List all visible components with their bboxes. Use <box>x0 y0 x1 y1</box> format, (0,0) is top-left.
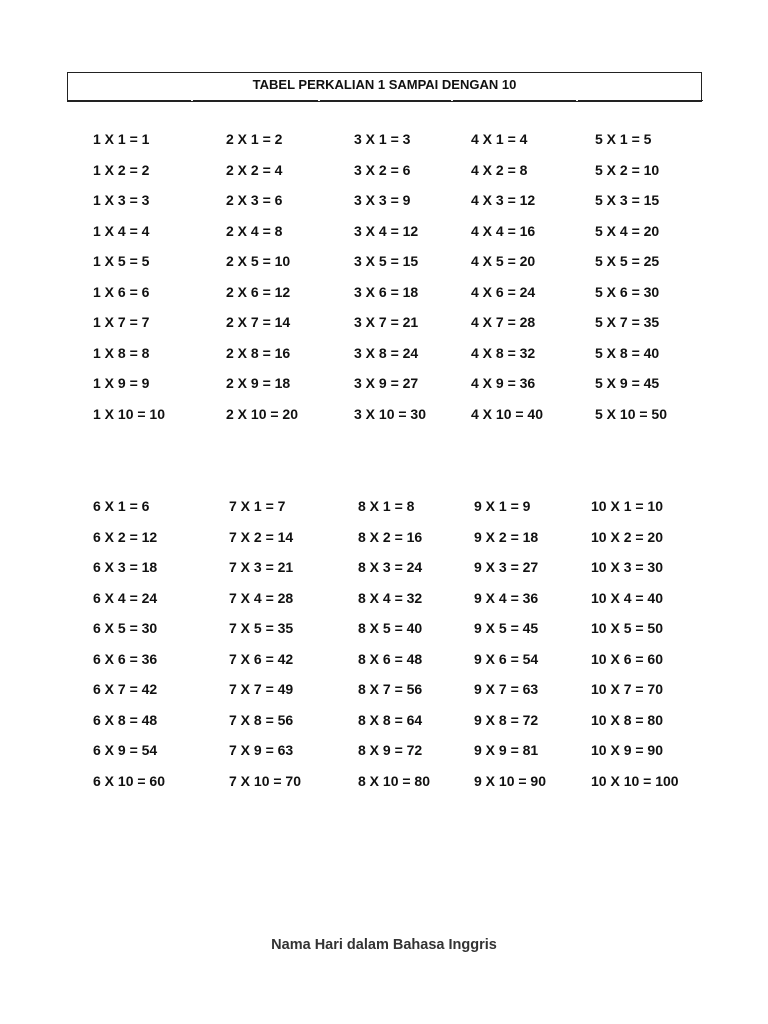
equation-cell: 2 X 2 = 4 <box>226 161 283 178</box>
equation-cell: 5 X 6 = 30 <box>595 283 660 300</box>
equation-cell: 9 X 4 = 36 <box>474 589 539 606</box>
equation-cell: 6 X 3 = 18 <box>93 559 158 575</box>
equation-cell: 5 X 3 = 15 <box>595 192 660 208</box>
equation-cell: 9 X 9 = 81 <box>474 742 539 758</box>
equation-cell: 7 X 8 = 56 <box>229 711 294 728</box>
equation-cell: 1 X 3 = 3 <box>93 192 150 208</box>
equation-cell: 4 X 10 = 40 <box>471 405 544 422</box>
equation-cell: 7 X 4 = 28 <box>229 589 294 606</box>
footer-heading: Nama Hari dalam Bahasa Inggris <box>271 937 497 953</box>
equation-cell: 6 X 5 = 30 <box>93 620 158 636</box>
equation-cell: 8 X 3 = 24 <box>358 559 423 575</box>
equation-cell: 4 X 2 = 8 <box>471 161 528 178</box>
equation-cell: 6 X 4 = 24 <box>93 589 158 606</box>
equation-cell: 5 X 10 = 50 <box>595 405 668 422</box>
equation-cell: 5 X 8 = 40 <box>595 344 660 361</box>
equation-cell: 3 X 2 = 6 <box>354 161 411 178</box>
equation-cell: 5 X 2 = 10 <box>595 161 660 178</box>
equation-cell: 4 X 8 = 32 <box>471 344 536 361</box>
equation-cell: 4 X 9 = 36 <box>471 375 536 391</box>
equation-cell: 3 X 4 = 12 <box>354 222 419 239</box>
equation-cell: 7 X 10 = 70 <box>229 772 302 789</box>
equation-cell: 9 X 7 = 63 <box>474 681 539 697</box>
equation-cell: 2 X 5 = 10 <box>226 253 291 269</box>
equation-cell: 6 X 7 = 42 <box>93 681 158 697</box>
equation-cell: 8 X 5 = 40 <box>358 620 423 636</box>
equation-cell: 4 X 3 = 12 <box>471 192 536 208</box>
equation-cell: 3 X 8 = 24 <box>354 344 419 361</box>
equation-cell: 1 X 4 = 4 <box>93 222 150 239</box>
equation-cell: 7 X 9 = 63 <box>229 742 294 758</box>
equation-cell: 3 X 9 = 27 <box>354 375 419 391</box>
equation-cell: 10 X 8 = 80 <box>591 711 664 728</box>
equation-cell: 4 X 4 = 16 <box>471 222 536 239</box>
equation-cell: 9 X 6 = 54 <box>474 650 539 667</box>
equation-cell: 10 X 9 = 90 <box>591 742 664 758</box>
equation-cell: 6 X 6 = 36 <box>93 650 158 667</box>
equation-cell: 2 X 6 = 12 <box>226 283 291 300</box>
equation-cell: 8 X 1 = 8 <box>358 498 415 514</box>
title-box <box>67 72 702 102</box>
equation-cell: 8 X 8 = 64 <box>358 711 423 728</box>
equation-cell: 7 X 5 = 35 <box>229 620 294 636</box>
equation-cell: 1 X 10 = 10 <box>93 405 166 422</box>
equation-cell: 8 X 6 = 48 <box>358 650 423 667</box>
equation-cell: 6 X 1 = 6 <box>93 498 150 514</box>
equation-cell: 1 X 5 = 5 <box>93 253 150 269</box>
equation-cell: 6 X 8 = 48 <box>93 711 158 728</box>
equation-cell: 7 X 1 = 7 <box>229 498 286 514</box>
equation-cell: 10 X 5 = 50 <box>591 620 664 636</box>
equation-cell: 10 X 6 = 60 <box>591 650 664 667</box>
equation-cell: 1 X 2 = 2 <box>93 161 150 178</box>
equation-cell: 8 X 7 = 56 <box>358 681 423 697</box>
equation-cell: 5 X 9 = 45 <box>595 375 660 391</box>
equation-cell: 9 X 10 = 90 <box>474 772 547 789</box>
equation-cell: 7 X 6 = 42 <box>229 650 294 667</box>
page-title: TABEL PERKALIAN 1 SAMPAI DENGAN 10 <box>252 77 517 92</box>
equation-cell: 6 X 2 = 12 <box>93 528 158 545</box>
equation-cell: 10 X 4 = 40 <box>591 589 664 606</box>
equation-cell: 10 X 3 = 30 <box>591 559 664 575</box>
equation-cell: 6 X 9 = 54 <box>93 742 158 758</box>
equation-cell: 9 X 1 = 9 <box>474 498 531 514</box>
equation-cell: 9 X 8 = 72 <box>474 711 539 728</box>
equation-cell: 1 X 1 = 1 <box>93 131 150 147</box>
equation-cell: 8 X 10 = 80 <box>358 772 431 789</box>
equation-cell: 9 X 5 = 45 <box>474 620 539 636</box>
equation-cell: 3 X 1 = 3 <box>354 131 411 147</box>
equation-cell: 8 X 2 = 16 <box>358 528 423 545</box>
equation-cell: 10 X 7 = 70 <box>591 681 664 697</box>
equation-cell: 7 X 2 = 14 <box>229 528 294 545</box>
equation-cell: 5 X 5 = 25 <box>595 253 660 269</box>
equation-cell: 8 X 4 = 32 <box>358 589 423 606</box>
equation-cell: 1 X 7 = 7 <box>93 314 150 330</box>
equation-cell: 1 X 9 = 9 <box>93 375 150 391</box>
equation-cell: 3 X 10 = 30 <box>354 405 427 422</box>
equation-cell: 5 X 1 = 5 <box>595 131 652 147</box>
equation-cell: 5 X 7 = 35 <box>595 314 660 330</box>
equation-cell: 8 X 9 = 72 <box>358 742 423 758</box>
equation-cell: 4 X 6 = 24 <box>471 283 536 300</box>
equation-cell: 3 X 6 = 18 <box>354 283 419 300</box>
equation-cell: 10 X 1 = 10 <box>591 498 664 514</box>
equation-cell: 3 X 3 = 9 <box>354 192 411 208</box>
equation-cell: 2 X 1 = 2 <box>226 131 283 147</box>
equation-cell: 2 X 7 = 14 <box>226 314 291 330</box>
equation-cell: 1 X 8 = 8 <box>93 344 150 361</box>
equation-cell: 3 X 5 = 15 <box>354 253 419 269</box>
equation-cell: 2 X 9 = 18 <box>226 375 291 391</box>
equation-cell: 6 X 10 = 60 <box>93 772 166 789</box>
equation-cell: 1 X 6 = 6 <box>93 283 150 300</box>
equation-cell: 10 X 10 = 100 <box>591 772 679 789</box>
equation-cell: 5 X 4 = 20 <box>595 222 660 239</box>
equation-cell: 7 X 7 = 49 <box>229 681 294 697</box>
equation-cell: 2 X 4 = 8 <box>226 222 283 239</box>
equation-cell: 9 X 2 = 18 <box>474 528 539 545</box>
equation-cell: 4 X 1 = 4 <box>471 131 528 147</box>
equation-cell: 10 X 2 = 20 <box>591 528 664 545</box>
equation-cell: 9 X 3 = 27 <box>474 559 539 575</box>
equation-cell: 2 X 10 = 20 <box>226 405 299 422</box>
equation-cell: 4 X 5 = 20 <box>471 253 536 269</box>
equation-cell: 4 X 7 = 28 <box>471 314 536 330</box>
equation-cell: 3 X 7 = 21 <box>354 314 419 330</box>
equation-cell: 2 X 8 = 16 <box>226 344 291 361</box>
equation-cell: 2 X 3 = 6 <box>226 192 283 208</box>
title-underline <box>68 100 701 101</box>
equation-cell: 7 X 3 = 21 <box>229 559 294 575</box>
